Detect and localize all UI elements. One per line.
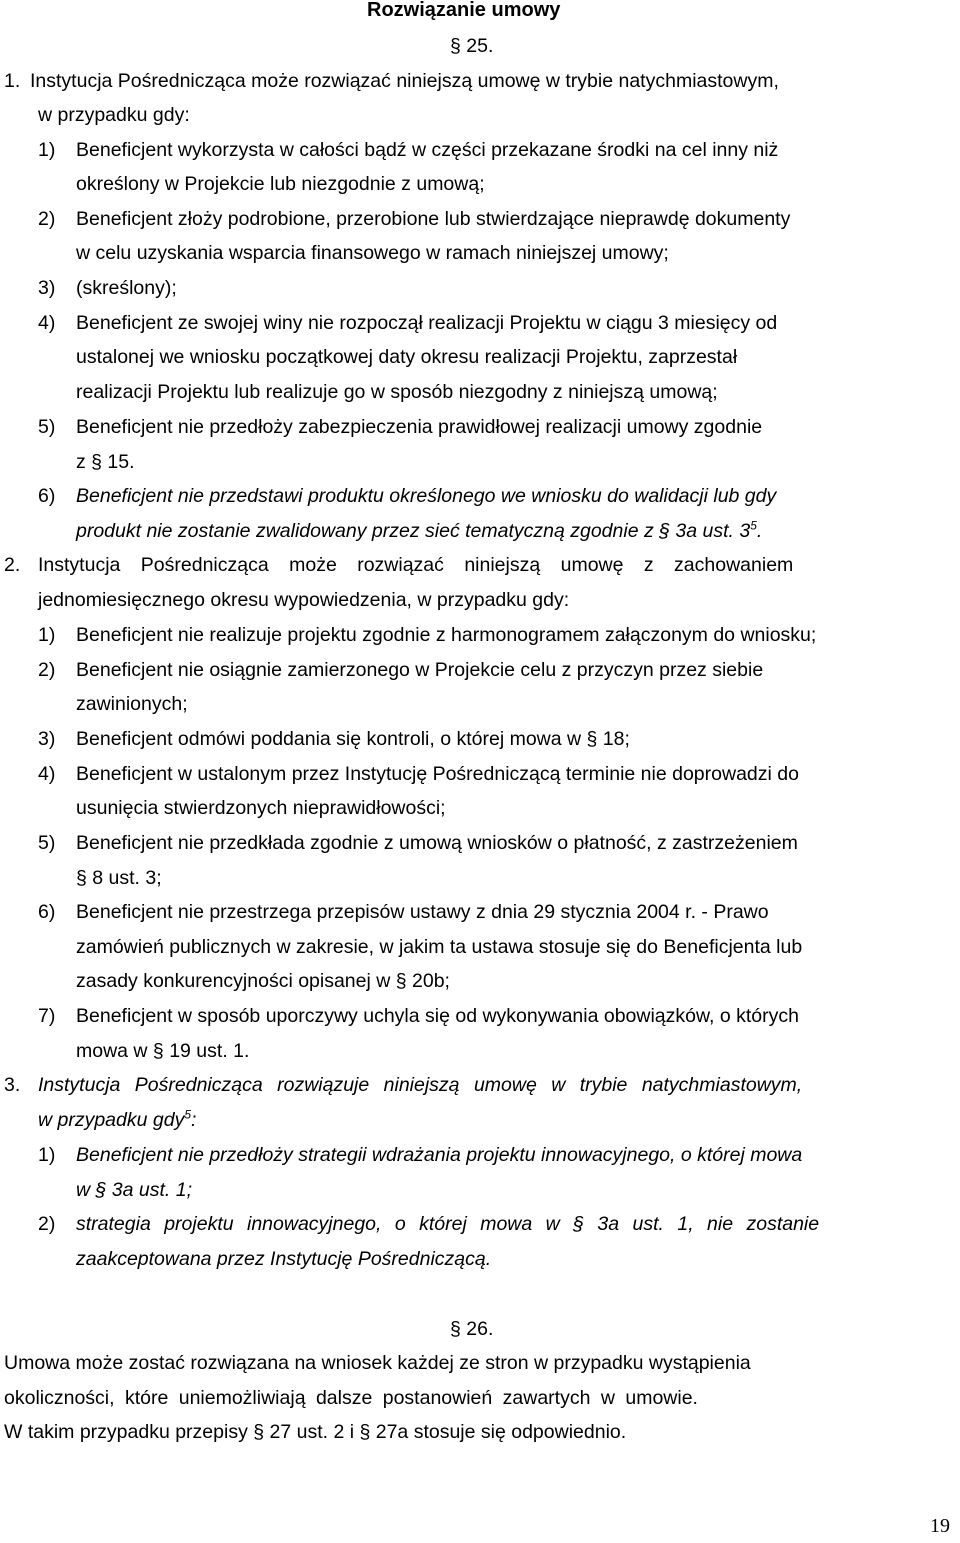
- item-text: Beneficjent nie osiągnie zamierzonego w Projekcie celu z przyczyn przez siebie: [76, 659, 764, 681]
- item-number: 2): [38, 659, 56, 681]
- item-number: 1): [38, 624, 56, 646]
- paragraph-3-line: [38, 1108, 196, 1132]
- item-number: 6): [38, 901, 56, 923]
- item-text: zaakceptowana przez Instytucję Pośredniczącą.: [76, 1248, 492, 1270]
- item-text: Beneficjent nie przedstawi produktu określonego we wniosku do walidacji lub gdy: [76, 485, 777, 507]
- item-text: Beneficjent złoży podrobione, przerobione lub stwierdzające nieprawdę dokumenty: [76, 208, 791, 230]
- item-number: 3): [38, 277, 56, 299]
- item-number: 1): [38, 139, 56, 161]
- item-text: zamówień publicznych w zakresie, w jakim ta ustawa stosuje się do Beneficjenta lub: [76, 936, 803, 958]
- item-number: 4): [38, 763, 56, 785]
- item-text: w § 3a ust. 1;: [76, 1179, 192, 1201]
- item-text: ustalonej we wniosku początkowej daty okresu realizacji Projektu, zaprzestał: [76, 346, 738, 368]
- item-number: 2): [38, 208, 56, 230]
- closing-paragraph-line: okoliczności, które uniemożliwiają dalsze postanowień zawartych w umowie.: [4, 1387, 698, 1409]
- item-text: Beneficjent nie przedłoży strategii wdrażania projektu innowacyjnego, o której mowa: [76, 1144, 803, 1166]
- page-number: 19: [930, 1515, 950, 1537]
- paragraph-2-line: Instytucja Pośrednicząca może rozwiązać niniejszą umowę z zachowaniem: [38, 554, 794, 576]
- item-number: 2): [38, 1213, 56, 1235]
- item-text: strategia projektu innowacyjnego, o której mowa w § 3a ust. 1, nie zostanie: [76, 1213, 820, 1235]
- text: produkt nie zostanie zwalidowany przez sieć tematyczną zgodnie z § 3a ust. 3: [76, 520, 751, 542]
- item-number: 5): [38, 416, 56, 438]
- item-text: Beneficjent nie przedkłada zgodnie z umową wniosków o płatność, z zastrzeżeniem: [76, 832, 798, 854]
- closing-paragraph-line: Umowa może zostać rozwiązana na wniosek każdej ze stron w przypadku wystąpienia: [4, 1352, 751, 1374]
- item-text: Beneficjent nie realizuje projektu zgodnie z harmonogramem załączonym do wniosku;: [76, 624, 817, 646]
- item-text: [76, 519, 762, 543]
- text: :: [191, 1109, 197, 1131]
- footnote-ref: 5: [184, 1107, 192, 1122]
- footnote-ref: 5: [750, 518, 757, 533]
- text: w przypadku gdy: [38, 1109, 185, 1131]
- text: .: [756, 520, 763, 542]
- item-number: 7): [38, 1005, 56, 1027]
- paragraph-3-number: 3.: [4, 1074, 21, 1096]
- text: Instytucja Pośrednicząca może rozwiązać niniejszą umowę w trybie natychmiastowym,: [30, 70, 779, 92]
- item-text: (skreślony);: [76, 277, 177, 299]
- item-number: 5): [38, 832, 56, 854]
- item-text: zawinionych;: [76, 693, 188, 715]
- item-text: Beneficjent w sposób uporczywy uchyla się od wykonywania obowiązków, o których: [76, 1005, 799, 1027]
- paragraph-1-line: w przypadku gdy:: [38, 104, 190, 126]
- item-text: zasady konkurencyjności opisanej w § 20b;: [76, 970, 450, 992]
- item-text: Beneficjent w ustalonym przez Instytucję Pośredniczącą terminie nie doprowadzi do: [76, 763, 799, 785]
- item-text: mowa w § 19 ust. 1.: [76, 1040, 250, 1062]
- item-text: Beneficjent nie przedłoży zabezpieczenia prawidłowej realizacji umowy zgodnie: [76, 416, 763, 438]
- item-text: § 8 ust. 3;: [76, 867, 162, 889]
- item-text: Beneficjent wykorzysta w całości bądź w części przekazane środki na cel inny niż: [76, 139, 779, 161]
- section-25-heading: § 25.: [450, 35, 494, 57]
- item-text: Beneficjent nie przestrzega przepisów ustawy z dnia 29 stycznia 2004 r. - Prawo: [76, 901, 769, 923]
- paragraph-3-line: Instytucja Pośrednicząca rozwiązuje niniejszą umowę w trybie natychmiastowym,: [38, 1074, 803, 1096]
- item-number: 1): [38, 1144, 56, 1166]
- item-text: w celu uzyskania wsparcia finansowego w ramach niniejszej umowy;: [76, 242, 669, 264]
- paragraph-1-line: [30, 69, 955, 93]
- paragraph-1-number: 1.: [4, 70, 21, 92]
- page-title: Rozwiązanie umowy: [367, 0, 561, 21]
- item-text: Beneficjent odmówi poddania się kontroli, o której mowa w § 18;: [76, 728, 630, 750]
- section-26-heading: § 26.: [450, 1318, 494, 1340]
- item-text: określony w Projekcie lub niezgodnie z umową;: [76, 173, 485, 195]
- item-text: realizacji Projektu lub realizuje go w sposób niezgodny z niniejszą umową;: [76, 381, 718, 403]
- item-number: 6): [38, 485, 56, 507]
- closing-paragraph-line: W takim przypadku przepisy § 27 ust. 2 i § 27a stosuje się odpowiednio.: [4, 1421, 627, 1443]
- item-number: 3): [38, 728, 56, 750]
- item-text: z § 15.: [76, 451, 135, 473]
- item-text: Beneficjent ze swojej winy nie rozpoczął realizacji Projektu w ciągu 3 miesięcy od: [76, 312, 778, 334]
- item-text: usunięcia stwierdzonych nieprawidłowości;: [76, 797, 446, 819]
- paragraph-2-line: jednomiesięcznego okresu wypowiedzenia, w przypadku gdy:: [38, 589, 570, 611]
- paragraph-2-number: 2.: [4, 554, 21, 576]
- item-number: 4): [38, 312, 56, 334]
